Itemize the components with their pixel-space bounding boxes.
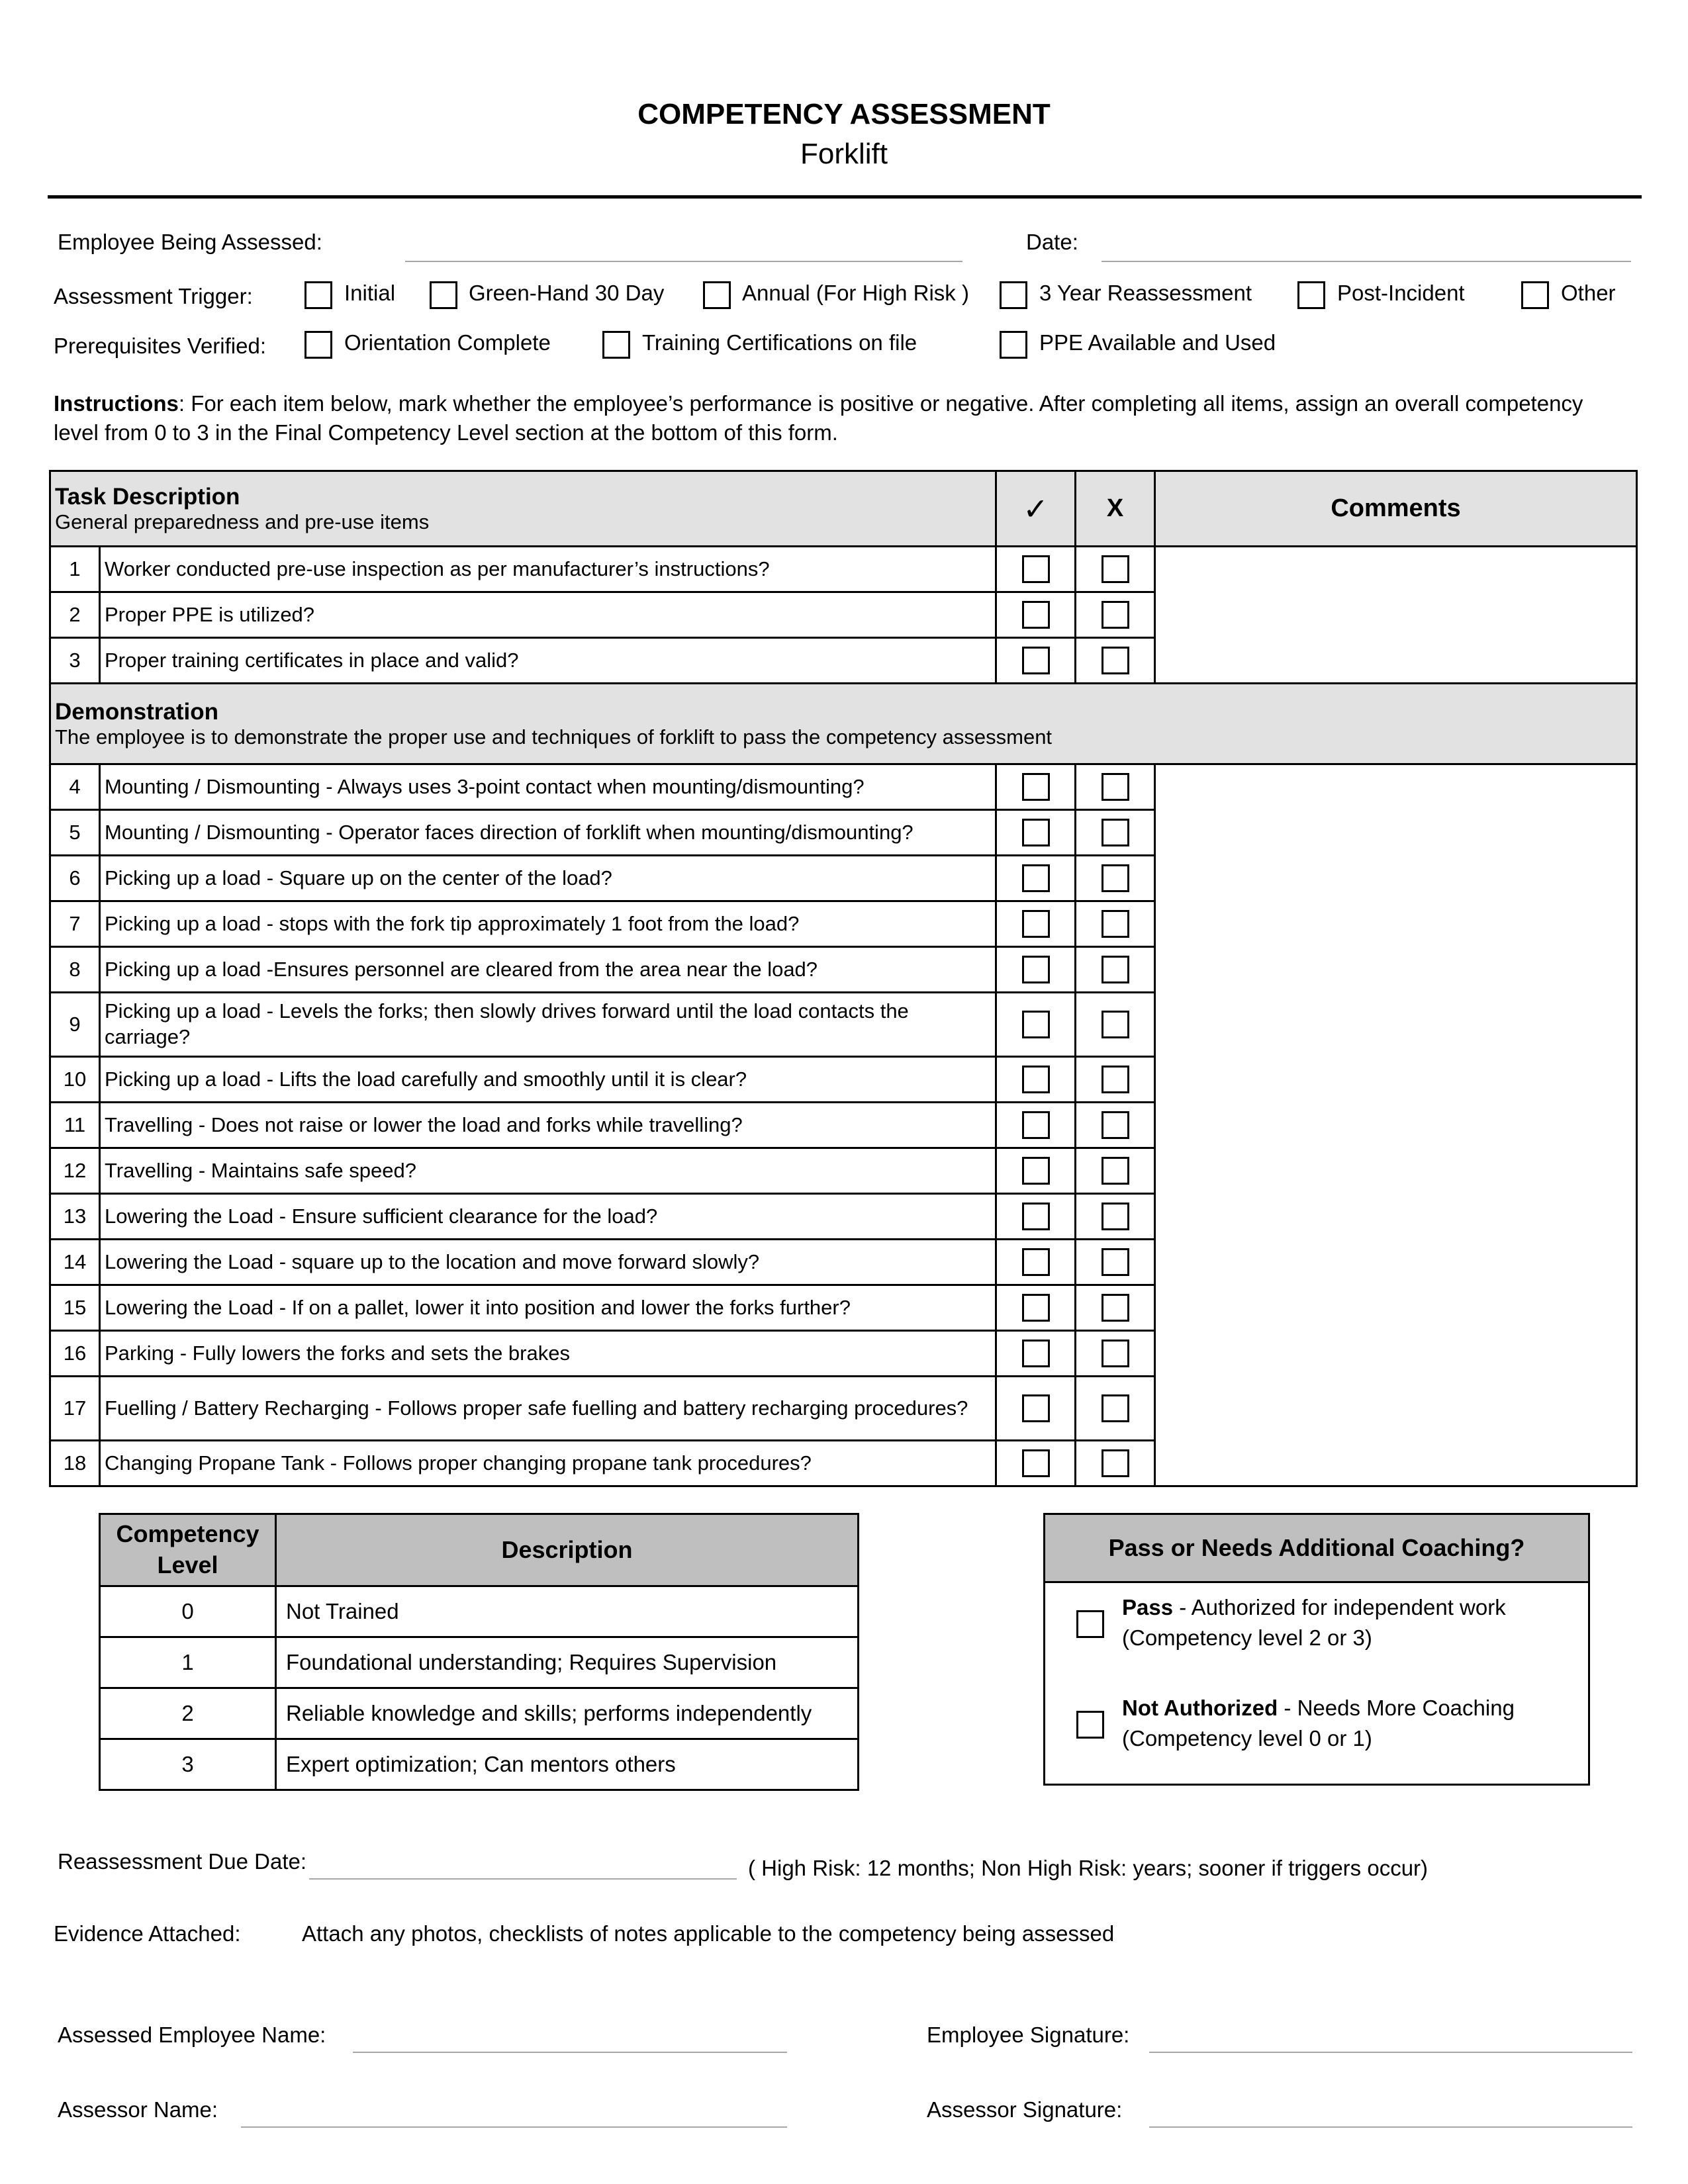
fail-check-cell[interactable] [1076, 592, 1155, 638]
table-row [50, 1285, 1637, 1331]
instructions-text: : For each item below, mark whether the employee’s performance is positive or negative. After completing all items, assign an overall competency level from 0 to 3 in the Final Competency Level section at the bottom of this form. [54, 391, 1583, 445]
pass-check-cell[interactable] [996, 993, 1076, 1057]
negative-checkbox[interactable] [1102, 864, 1129, 892]
task-header-row [50, 471, 1637, 547]
assessor-signature-field[interactable] [1149, 2126, 1632, 2128]
negative-checkbox[interactable] [1102, 1066, 1129, 1093]
task-description: Worker conducted pre-use inspection as per manufacturer’s instructions? [100, 547, 996, 592]
employee-name-label: Assessed Employee Name: [58, 2023, 326, 2047]
pass-check-cell[interactable] [996, 547, 1076, 592]
row-number: 7 [50, 901, 100, 947]
page-title: COMPETENCY ASSESSMENT [637, 98, 1051, 130]
task-description: Mounting / Dismounting - Operator faces direction of forklift when mounting/dismounting? [100, 810, 996, 856]
comments-cell[interactable] [1155, 1148, 1637, 1194]
negative-checkbox[interactable] [1102, 956, 1129, 983]
level-description: Not Trained [276, 1586, 859, 1637]
task-header-title: Task Description [55, 483, 240, 510]
table-row [50, 1377, 1637, 1441]
employee-field[interactable] [405, 261, 962, 262]
comments-cell[interactable] [1155, 592, 1637, 638]
positive-checkbox[interactable] [1022, 1248, 1050, 1276]
pass-bold: Pass [1122, 1595, 1174, 1619]
pass-check-cell[interactable] [996, 1148, 1076, 1194]
comments-cell[interactable] [1155, 547, 1637, 592]
fail-check-cell[interactable] [1076, 947, 1155, 993]
comments-cell[interactable] [1155, 1240, 1637, 1285]
negative-checkbox[interactable] [1102, 1340, 1129, 1367]
row-number: 1 [50, 547, 100, 592]
negative-checkbox[interactable] [1102, 1203, 1129, 1230]
reassess-label: Reassessment Due Date: [58, 1849, 307, 1874]
fail-check-cell[interactable] [1076, 1057, 1155, 1103]
pass-check-cell[interactable] [996, 1194, 1076, 1240]
x-column-header: X [1076, 471, 1155, 547]
row-number: 11 [50, 1103, 100, 1148]
trigger-other-checkbox[interactable] [1521, 281, 1549, 309]
task-description: Parking - Fully lowers the forks and sets the brakes [100, 1331, 996, 1377]
level-row [100, 1586, 859, 1637]
table-row [50, 901, 1637, 947]
fail-check-cell[interactable] [1076, 810, 1155, 856]
demonstration-title: Demonstration [55, 698, 218, 725]
fail-check-cell[interactable] [1076, 1331, 1155, 1377]
task-description: Lowering the Load - If on a pallet, lower it into position and lower the forks further? [100, 1285, 996, 1331]
table-row [50, 1441, 1637, 1486]
row-number: 16 [50, 1331, 100, 1377]
level-description: Expert optimization; Can mentors others [276, 1739, 859, 1790]
pass-checkbox[interactable] [1076, 1610, 1104, 1638]
comments-cell[interactable] [1155, 856, 1637, 901]
evidence-text: Attach any photos, checklists of notes applicable to the competency being assessed [302, 1921, 1115, 1946]
pass-check-cell[interactable] [996, 638, 1076, 684]
fail-check-cell[interactable] [1076, 1377, 1155, 1441]
positive-checkbox[interactable] [1022, 1394, 1050, 1422]
date-field[interactable] [1102, 261, 1631, 262]
comments-cell[interactable] [1155, 1194, 1637, 1240]
pass-check-cell[interactable] [996, 1441, 1076, 1486]
comments-cell[interactable] [1155, 1377, 1637, 1441]
table-row [50, 810, 1637, 856]
negative-checkbox[interactable] [1102, 1011, 1129, 1038]
page-subtitle: Forklift [800, 138, 888, 170]
level-number: 3 [100, 1739, 276, 1790]
assessor-signature-label: Assessor Signature: [927, 2097, 1123, 2122]
table-row [50, 1148, 1637, 1194]
not-authorized-option [1122, 1693, 1515, 1754]
trigger-greenhand-label: Green-Hand 30 Day [469, 281, 665, 305]
task-header-cell [50, 471, 996, 547]
task-description: Lowering the Load - square up to the location and move forward slowly? [100, 1240, 996, 1285]
trigger-initial-checkbox[interactable] [305, 281, 332, 309]
instructions-bold: Instructions [54, 391, 179, 416]
row-number: 14 [50, 1240, 100, 1285]
pass-check-cell[interactable] [996, 1057, 1076, 1103]
level-description: Foundational understanding; Requires Supervision [276, 1637, 859, 1688]
level-col-header: Competency Level [100, 1514, 276, 1586]
comments-cell[interactable] [1155, 764, 1637, 810]
task-description: Picking up a load -Ensures personnel are cleared from the area near the load? [100, 947, 996, 993]
positive-checkbox[interactable] [1022, 1203, 1050, 1230]
fail-check-cell[interactable] [1076, 856, 1155, 901]
pass-check-cell[interactable] [996, 1103, 1076, 1148]
negative-checkbox[interactable] [1102, 555, 1129, 583]
task-description: Lowering the Load - Ensure sufficient clearance for the load? [100, 1194, 996, 1240]
trigger-postincident-label: Post-Incident [1337, 281, 1465, 305]
positive-checkbox[interactable] [1022, 1449, 1050, 1477]
pass-option [1122, 1592, 1506, 1653]
table-row [50, 592, 1637, 638]
assessment-table [49, 470, 1638, 1487]
row-number: 5 [50, 810, 100, 856]
instructions [54, 389, 1629, 447]
positive-checkbox[interactable] [1022, 956, 1050, 983]
table-row [50, 638, 1637, 684]
pass-check-cell[interactable] [996, 1377, 1076, 1441]
row-number: 13 [50, 1194, 100, 1240]
table-row [50, 764, 1637, 810]
fail-check-cell[interactable] [1076, 1148, 1155, 1194]
table-row [50, 856, 1637, 901]
task-description: Changing Propane Tank - Follows proper changing propane tank procedures? [100, 1441, 996, 1486]
employee-signature-field[interactable] [1149, 2052, 1632, 2053]
pass-check-cell[interactable] [996, 947, 1076, 993]
prereq-orientation-checkbox[interactable] [305, 331, 332, 359]
comments-cell[interactable] [1155, 993, 1637, 1057]
comments-cell[interactable] [1155, 1057, 1637, 1103]
assessor-name-label: Assessor Name: [58, 2097, 218, 2122]
employee-signature-label: Employee Signature: [927, 2023, 1130, 2047]
comments-cell[interactable] [1155, 1103, 1637, 1148]
table-row [50, 547, 1637, 592]
positive-checkbox[interactable] [1022, 1294, 1050, 1322]
positive-checkbox[interactable] [1022, 773, 1050, 801]
employee-label: Employee Being Assessed: [58, 230, 322, 254]
title-divider [48, 195, 1642, 199]
date-label: Date: [1026, 230, 1078, 254]
table-row [50, 993, 1637, 1057]
task-header-subtitle: General preparedness and pre-use items [55, 510, 430, 533]
prereq-label: Prerequisites Verified: [54, 334, 266, 358]
table-row [50, 1057, 1637, 1103]
positive-checkbox[interactable] [1022, 647, 1050, 674]
table-row [50, 1240, 1637, 1285]
pass-check-cell[interactable] [996, 1240, 1076, 1285]
comments-cell[interactable] [1155, 1331, 1637, 1377]
task-description: Travelling - Does not raise or lower the load and forks while travelling? [100, 1103, 996, 1148]
negative-checkbox[interactable] [1102, 910, 1129, 938]
row-number: 12 [50, 1148, 100, 1194]
fail-check-cell[interactable] [1076, 993, 1155, 1057]
level-description: Reliable knowledge and skills; performs independently [276, 1688, 859, 1739]
reassess-date-field[interactable] [309, 1878, 737, 1880]
description-col-header: Description [276, 1514, 859, 1586]
negative-checkbox[interactable] [1102, 1294, 1129, 1322]
fail-check-cell[interactable] [1076, 901, 1155, 947]
task-description: Proper training certificates in place and valid? [100, 638, 996, 684]
level-number: 0 [100, 1586, 276, 1637]
fail-check-cell[interactable] [1076, 764, 1155, 810]
demonstration-header-cell [50, 684, 1637, 764]
task-description: Picking up a load - Square up on the center of the load? [100, 856, 996, 901]
positive-checkbox[interactable] [1022, 1111, 1050, 1139]
prereq-orientation-label: Orientation Complete [344, 330, 551, 355]
fail-text2: (Competency level 0 or 1) [1122, 1726, 1372, 1751]
task-description: Picking up a load - Lifts the load carefully and smoothly until it is clear? [100, 1057, 996, 1103]
negative-checkbox[interactable] [1102, 1394, 1129, 1422]
row-number: 8 [50, 947, 100, 993]
trigger-annual-label: Annual (For High Risk ) [742, 281, 969, 305]
level-number: 2 [100, 1688, 276, 1739]
negative-checkbox[interactable] [1102, 601, 1129, 629]
fail-check-cell[interactable] [1076, 1194, 1155, 1240]
level-row [100, 1739, 859, 1790]
negative-checkbox[interactable] [1102, 819, 1129, 846]
task-description: Picking up a load - Levels the forks; then slowly drives forward until the load contacts the carriage? [100, 993, 996, 1057]
table-row [50, 1103, 1637, 1148]
fail-check-cell[interactable] [1076, 1240, 1155, 1285]
negative-checkbox[interactable] [1102, 1111, 1129, 1139]
trigger-3year-checkbox[interactable] [1000, 281, 1027, 309]
pass-check-cell[interactable] [996, 810, 1076, 856]
table-row [50, 947, 1637, 993]
row-number: 17 [50, 1377, 100, 1441]
negative-checkbox[interactable] [1102, 1157, 1129, 1185]
comments-cell[interactable] [1155, 810, 1637, 856]
employee-name-field[interactable] [353, 2052, 787, 2053]
positive-checkbox[interactable] [1022, 910, 1050, 938]
trigger-postincident-checkbox[interactable] [1297, 281, 1325, 309]
table-row [50, 1331, 1637, 1377]
competency-level-table [99, 1513, 859, 1791]
table-row [50, 1194, 1637, 1240]
comments-column-header: Comments [1155, 471, 1637, 547]
row-number: 9 [50, 993, 100, 1057]
negative-checkbox[interactable] [1102, 1449, 1129, 1477]
comments-cell[interactable] [1155, 638, 1637, 684]
positive-checkbox[interactable] [1022, 1011, 1050, 1038]
evidence-label: Evidence Attached: [54, 1921, 241, 1946]
pass-check-cell[interactable] [996, 592, 1076, 638]
negative-checkbox[interactable] [1102, 1248, 1129, 1276]
pass-check-cell[interactable] [996, 1331, 1076, 1377]
trigger-other-label: Other [1561, 281, 1616, 305]
trigger-greenhand-checkbox[interactable] [430, 281, 457, 309]
positive-checkbox[interactable] [1022, 819, 1050, 846]
fail-check-cell[interactable] [1076, 547, 1155, 592]
positive-checkbox[interactable] [1022, 864, 1050, 892]
comments-cell[interactable] [1155, 947, 1637, 993]
trigger-3year-label: 3 Year Reassessment [1039, 281, 1252, 305]
level-header-row [100, 1514, 859, 1586]
positive-checkbox[interactable] [1022, 1157, 1050, 1185]
prereq-certifications-label: Training Certifications on file [642, 330, 917, 355]
pass-check-cell[interactable] [996, 764, 1076, 810]
trigger-label: Assessment Trigger: [54, 284, 253, 308]
trigger-initial-label: Initial [344, 281, 396, 305]
row-number: 18 [50, 1441, 100, 1486]
negative-checkbox[interactable] [1102, 647, 1129, 674]
row-number: 4 [50, 764, 100, 810]
pass-header: Pass or Needs Additional Coaching? [1043, 1513, 1590, 1583]
assessor-name-field[interactable] [241, 2126, 787, 2128]
fail-check-cell[interactable] [1076, 1285, 1155, 1331]
reassess-note: ( High Risk: 12 months; Non High Risk: years; sooner if triggers occur) [748, 1856, 1429, 1880]
row-number: 10 [50, 1057, 100, 1103]
demonstration-subtitle: The employee is to demonstrate the proper use and techniques of forklift to pass the competency assessment [55, 725, 1053, 749]
level-row [100, 1637, 859, 1688]
task-description: Travelling - Maintains safe speed? [100, 1148, 996, 1194]
level-row [100, 1688, 859, 1739]
positive-checkbox[interactable] [1022, 1066, 1050, 1093]
fail-check-cell[interactable] [1076, 638, 1155, 684]
row-number: 2 [50, 592, 100, 638]
pass-check-cell[interactable] [996, 856, 1076, 901]
row-number: 15 [50, 1285, 100, 1331]
fail-check-cell[interactable] [1076, 1441, 1155, 1486]
trigger-annual-checkbox[interactable] [703, 281, 731, 309]
level-number: 1 [100, 1637, 276, 1688]
comments-cell[interactable] [1155, 901, 1637, 947]
prereq-ppe-label: PPE Available and Used [1039, 330, 1276, 355]
pass-check-cell[interactable] [996, 901, 1076, 947]
fail-text: - Needs More Coaching [1278, 1696, 1515, 1720]
not-authorized-checkbox[interactable] [1076, 1711, 1104, 1739]
prereq-ppe-checkbox[interactable] [1000, 331, 1027, 359]
prereq-certifications-checkbox[interactable] [602, 331, 630, 359]
row-number: 3 [50, 638, 100, 684]
positive-checkbox[interactable] [1022, 601, 1050, 629]
fail-check-cell[interactable] [1076, 1103, 1155, 1148]
task-description: Proper PPE is utilized? [100, 592, 996, 638]
negative-checkbox[interactable] [1102, 773, 1129, 801]
pass-text: - Authorized for independent work [1173, 1595, 1506, 1619]
fail-bold: Not Authorized [1122, 1696, 1278, 1720]
positive-checkbox[interactable] [1022, 1340, 1050, 1367]
check-column-header: ✓ [996, 471, 1076, 547]
positive-checkbox[interactable] [1022, 555, 1050, 583]
comments-cell[interactable] [1155, 1441, 1637, 1486]
pass-text2: (Competency level 2 or 3) [1122, 1625, 1372, 1650]
row-number: 6 [50, 856, 100, 901]
pass-check-cell[interactable] [996, 1285, 1076, 1331]
comments-cell[interactable] [1155, 1285, 1637, 1331]
task-description: Picking up a load - stops with the fork tip approximately 1 foot from the load? [100, 901, 996, 947]
task-description: Fuelling / Battery Recharging - Follows proper safe fuelling and battery recharging procedures? [100, 1377, 996, 1441]
task-description: Mounting / Dismounting - Always uses 3-point contact when mounting/dismounting? [100, 764, 996, 810]
demonstration-header-row [50, 684, 1637, 764]
